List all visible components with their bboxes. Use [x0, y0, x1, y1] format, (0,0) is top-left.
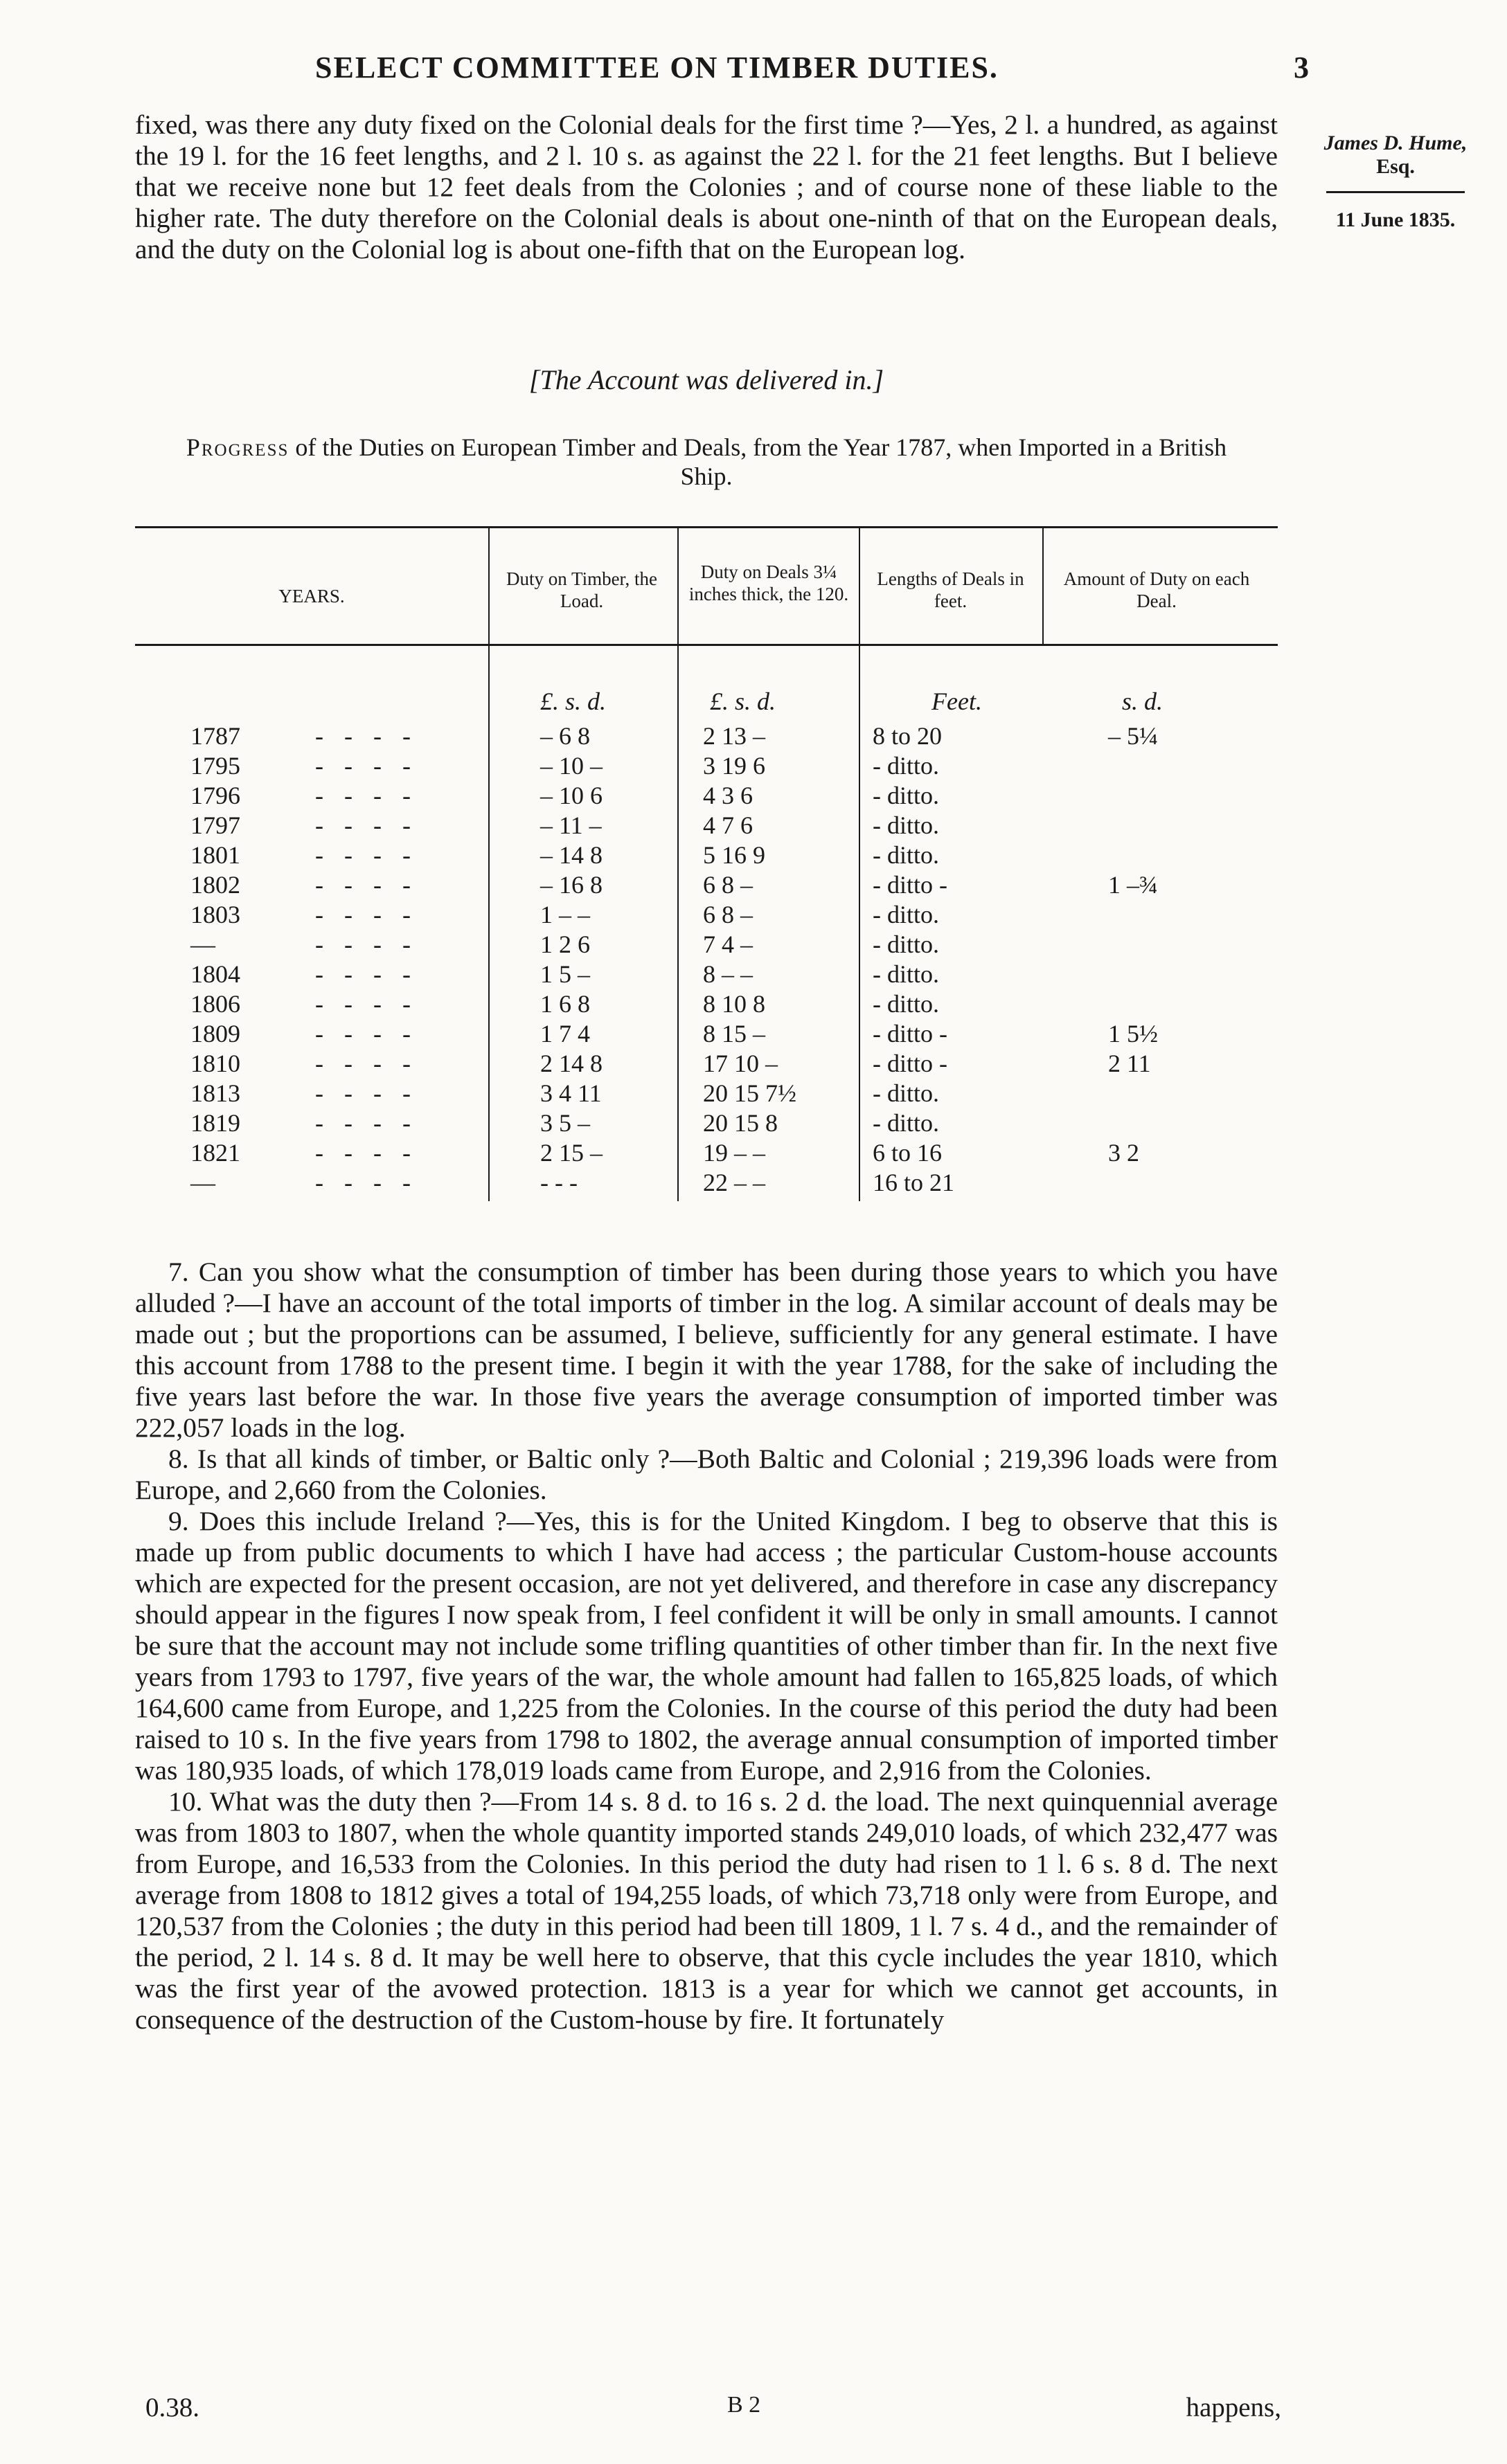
margin-rule: [1326, 191, 1465, 193]
year-cell: 1787: [190, 722, 240, 750]
lengths-cell: - ditto.: [873, 1109, 939, 1137]
table-row: [135, 870, 1278, 900]
deals-duty-cell: 22 – –: [703, 1169, 765, 1196]
col-divider: [1042, 526, 1044, 644]
leader-dashes: ----: [315, 901, 431, 928]
amount-cell: 1 –¾: [1108, 871, 1158, 899]
timber-duty-cell: – 16 8: [540, 871, 603, 899]
deals-duty-cell: 6 8 –: [703, 901, 753, 928]
year-cell: 1803: [190, 901, 240, 928]
year-cell: 1795: [190, 752, 240, 780]
deals-duty-cell: 20 15 7½: [703, 1079, 796, 1107]
leader-dashes: ----: [315, 752, 431, 780]
units-lengths: Feet.: [931, 687, 982, 715]
timber-duty-cell: – 14 8: [540, 841, 603, 869]
table-row: [135, 751, 1278, 781]
table-row: [135, 1108, 1278, 1138]
deals-duty-cell: 8 10 8: [703, 990, 765, 1018]
leader-dashes: ----: [315, 782, 431, 809]
table-header-rule: [135, 644, 1278, 646]
timber-duty-cell: – 6 8: [540, 722, 590, 750]
question-7: 7. Can you show what the consumption of timber has been during those years to which you have alluded ?—I have an account of the total imports of timber in the log. A similar account of deals may be made out ; but the proportions can be assumed, I believe, sufficiently for any general estimate. I have this account from 1788 to the present time. I begin it with the year 1788, for the sake of including the five years last before the war. In those five years the average consumption of imported timber was 222,057 loads in the log.: [135, 1257, 1278, 1443]
witness-date: 11 June 1835.: [1335, 208, 1456, 231]
lengths-cell: 16 to 21: [873, 1169, 955, 1196]
header-deals: Duty on Deals 3¼ inches thick, the 120.: [688, 561, 849, 604]
header-years: YEARS.: [278, 586, 345, 606]
units-timber: £. s. d.: [540, 687, 607, 715]
lengths-cell: - ditto -: [873, 871, 947, 899]
lengths-cell: - ditto.: [873, 1079, 939, 1107]
amount-cell: – 5¼: [1108, 722, 1158, 750]
footer-catchword: happens,: [1186, 2393, 1281, 2422]
leader-dashes: ----: [315, 871, 431, 899]
amount-cell: 2 11: [1108, 1050, 1151, 1077]
lengths-cell: - ditto.: [873, 960, 939, 988]
header-lengths: Lengths of Deals in feet.: [877, 568, 1024, 611]
margin-note: [1309, 132, 1482, 232]
lengths-cell: - ditto.: [873, 901, 939, 928]
leader-dashes: ----: [315, 1169, 431, 1196]
lengths-cell: - ditto.: [873, 811, 939, 839]
table-row: [135, 989, 1278, 1019]
body-text: [135, 1257, 1278, 2035]
leader-dashes: ----: [315, 960, 431, 988]
timber-duty-cell: 2 15 –: [540, 1139, 603, 1167]
year-cell: —: [190, 1169, 215, 1196]
deals-duty-cell: 4 3 6: [703, 782, 753, 809]
footer-sessional-number: 0.38.: [145, 2393, 199, 2422]
deals-duty-cell: 7 4 –: [703, 930, 753, 958]
footer-signature: B 2: [727, 2392, 761, 2418]
delivered-note: [The Account was delivered in.]: [528, 364, 884, 395]
lengths-cell: - ditto -: [873, 1050, 947, 1077]
lengths-cell: - ditto.: [873, 930, 939, 958]
year-cell: 1821: [190, 1139, 240, 1167]
running-title: SELECT COMMITTEE ON TIMBER DUTIES.: [315, 51, 999, 84]
leader-dashes: ----: [315, 1050, 431, 1077]
timber-duty-cell: - - -: [540, 1169, 578, 1196]
timber-duty-cell: – 11 –: [540, 811, 602, 839]
leader-dashes: ----: [315, 930, 431, 958]
leader-dashes: ----: [315, 811, 431, 839]
question-8: 8. Is that all kinds of timber, or Baltic only ?—Both Baltic and Colonial ; 219,396 loads were from Europe, and 2,660 from the Colonies.: [135, 1444, 1278, 1505]
table-caption-lead: Progress: [186, 433, 289, 461]
year-cell: 1806: [190, 990, 240, 1018]
leader-dashes: ----: [315, 722, 431, 750]
page-number: 3: [1294, 51, 1309, 84]
leader-dashes: ----: [315, 841, 431, 869]
year-cell: 1810: [190, 1050, 240, 1077]
deals-duty-cell: 2 13 –: [703, 722, 765, 750]
timber-duty-cell: – 10 6: [540, 782, 603, 809]
duties-table: [135, 526, 1278, 1208]
table-row: [135, 840, 1278, 870]
leader-dashes: ----: [315, 1109, 431, 1137]
amount-cell: 1 5½: [1108, 1020, 1158, 1047]
witness-title: Esq.: [1376, 155, 1415, 178]
lengths-cell: - ditto.: [873, 752, 939, 780]
year-cell: 1801: [190, 841, 240, 869]
table-row: [135, 1138, 1278, 1168]
table-row: [135, 930, 1278, 960]
question-9: 9. Does this include Ireland ?—Yes, this is for the United Kingdom. I beg to observe that this is made up from public documents to which I have had access ; the particular Custom-house accounts which are expected for the present occasion, are not yet delivered, and therefore in case any discrepancy should appear in the figures I now speak from, I feel confident it will be only in small amounts. I cannot be sure that the account may not include some trifling quantities of other timber than fir. In the next five years from 1793 to 1797, five years of the war, the whole amount had fallen to 165,825 loads, of which 164,600 came from Europe, and 1,225 from the Colonies. In the course of this period the duty had been raised to 10 s. In the five years from 1798 to 1802, the average annual consumption of imported timber was 180,935 loads, of which 178,019 loads came from Europe, and 2,916 from the Colonies.: [135, 1506, 1278, 1786]
units-deals: £. s. d.: [710, 687, 776, 715]
year-cell: —: [190, 930, 215, 958]
intro-paragraph: fixed, was there any duty fixed on the Colonial deals for the first time ?—Yes, 2 l. a hundred, as against the 19 l. for the 16 feet lengths, and 2 l. 10 s. as against the 22 l. for the 21 feet lengths. But I believe that we receive none but 12 feet deals from the Colonies ; and of course none of these liable to the higher rate. The duty therefore on the Colonial deals is about one-ninth of that on the European deals, and the duty on the Colonial log is about one-fifth that on the European log.: [135, 109, 1278, 264]
leader-dashes: ----: [315, 1079, 431, 1107]
header-amount: Amount of Duty on each Deal.: [1063, 568, 1250, 611]
leader-dashes: ----: [315, 1020, 431, 1047]
table-row: [135, 1019, 1278, 1049]
running-header: [135, 50, 1309, 98]
table-caption: [159, 433, 1254, 491]
timber-duty-cell: 1 7 4: [540, 1020, 590, 1047]
lengths-cell: 8 to 20: [873, 722, 943, 750]
year-cell: 1802: [190, 871, 240, 899]
deals-duty-cell: 17 10 –: [703, 1050, 778, 1077]
deals-duty-cell: 6 8 –: [703, 871, 753, 899]
deals-duty-cell: 19 – –: [703, 1139, 765, 1167]
lengths-cell: - ditto.: [873, 841, 939, 869]
leader-dashes: ----: [315, 990, 431, 1018]
table-top-rule: [135, 526, 1278, 528]
timber-duty-cell: 2 14 8: [540, 1050, 603, 1077]
lengths-cell: - ditto -: [873, 1020, 947, 1047]
table-row: [135, 1168, 1278, 1198]
amount-cell: 3 2: [1108, 1139, 1139, 1167]
lengths-cell: - ditto.: [873, 782, 939, 809]
timber-duty-cell: 1 – –: [540, 901, 590, 928]
timber-duty-cell: – 10 –: [540, 752, 603, 780]
deals-duty-cell: 8 – –: [703, 960, 753, 988]
year-cell: 1813: [190, 1079, 240, 1107]
timber-duty-cell: 3 5 –: [540, 1109, 590, 1137]
timber-duty-cell: 1 2 6: [540, 930, 590, 958]
deals-duty-cell: 3 19 6: [703, 752, 765, 780]
year-cell: 1804: [190, 960, 240, 988]
table-caption-text: of the Duties on European Timber and Deals, from the Year 1787, when Imported in a British Ship.: [289, 433, 1227, 490]
units-amount: s. d.: [1122, 687, 1163, 715]
table-row: [135, 960, 1278, 989]
table-row: [135, 811, 1278, 840]
year-cell: 1819: [190, 1109, 240, 1137]
deals-duty-cell: 8 15 –: [703, 1020, 765, 1047]
leader-dashes: ----: [315, 1139, 431, 1167]
deals-duty-cell: 20 15 8: [703, 1109, 778, 1137]
witness-name: James D. Hume,: [1323, 132, 1468, 154]
table-row: [135, 900, 1278, 930]
page-footer: [145, 2392, 1281, 2427]
deals-duty-cell: 5 16 9: [703, 841, 765, 869]
timber-duty-cell: 1 5 –: [540, 960, 590, 988]
deals-duty-cell: 4 7 6: [703, 811, 753, 839]
timber-duty-cell: 1 6 8: [540, 990, 590, 1018]
year-cell: 1809: [190, 1020, 240, 1047]
year-cell: 1797: [190, 811, 240, 839]
timber-duty-cell: 3 4 11: [540, 1079, 602, 1107]
question-10: 10. What was the duty then ?—From 14 s. 8 d. to 16 s. 2 d. the load. The next quinquennial average was from 1803 to 1807, when the whole quantity imported stands 249,010 loads, of which 232,477 was from Europe, and 16,533 from the Colonies. In this period the duty had risen to 1 l. 6 s. 8 d. The next average from 1808 to 1812 gives a total of 194,255 loads, of which 73,718 only were from Europe, and 120,537 from the Colonies ; the duty in this period had been till 1809, 1 l. 7 s. 4 d., and the remainder of the period, 2 l. 14 s. 8 d. It may be well here to observe, that this cycle includes the year 1810, which was the first year of the avowed protection. 1813 is a year for which we cannot get accounts, in consequence of the destruction of the Custom-house by fire. It fortunately: [135, 1786, 1278, 2035]
table-row: [135, 721, 1278, 751]
header-timber: Duty on Timber, the Load.: [506, 568, 657, 611]
table-row: [135, 1079, 1278, 1108]
table-row: [135, 781, 1278, 811]
table-row: [135, 1049, 1278, 1079]
lengths-cell: - ditto.: [873, 990, 939, 1018]
year-cell: 1796: [190, 782, 240, 809]
lengths-cell: 6 to 16: [873, 1139, 943, 1167]
